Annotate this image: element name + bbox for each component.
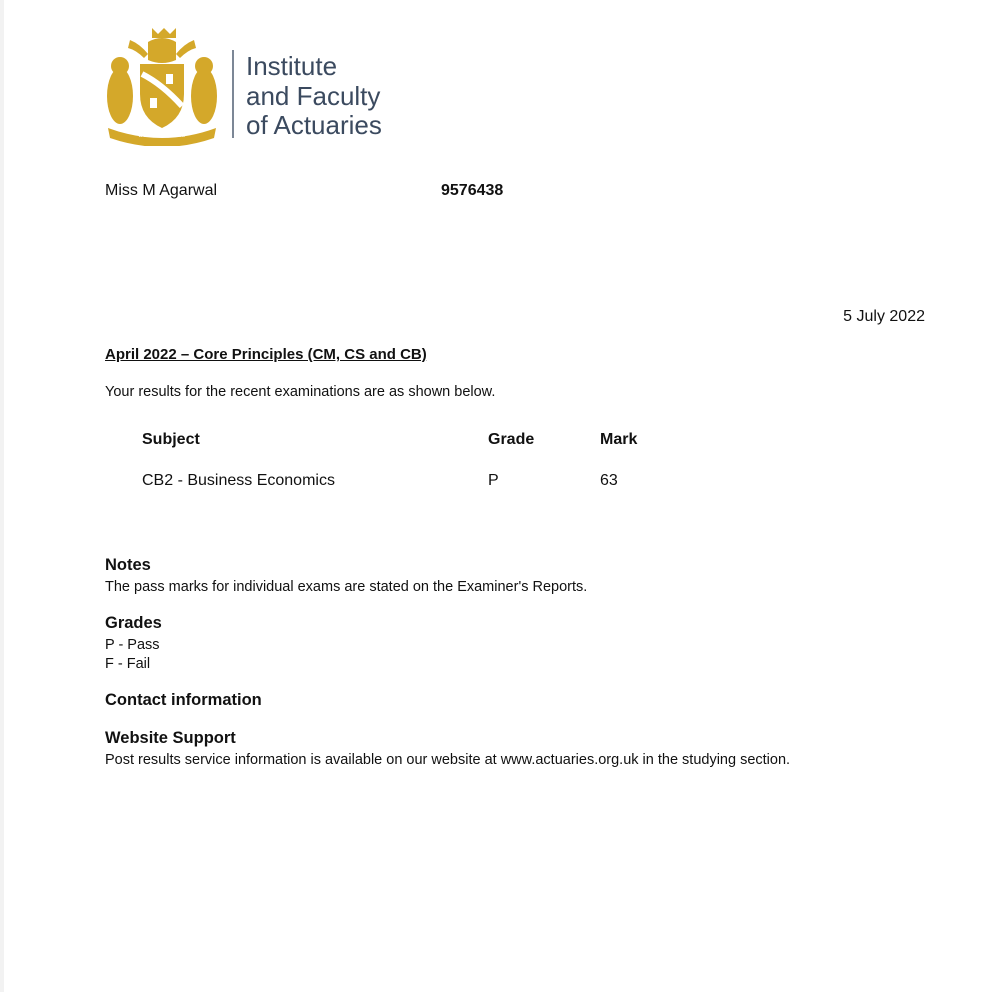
grades-heading: Grades <box>105 614 162 632</box>
recipient-name: Miss M Agarwal <box>105 182 218 199</box>
cell-grade: P <box>488 472 499 489</box>
iofa-crest-logo <box>104 24 220 146</box>
logo-divider <box>232 50 234 138</box>
contact-heading: Contact information <box>105 691 262 709</box>
column-header-grade: Grade <box>488 431 535 448</box>
grade-legend-item: F - Fail <box>105 656 151 672</box>
grade-legend-item: P - Pass <box>105 637 160 653</box>
candidate-id: 9576438 <box>441 182 504 199</box>
letter-heading: April 2022 – Core Principles (CM, CS and CB) <box>105 346 427 363</box>
cell-mark: 63 <box>600 472 618 489</box>
org-name-line: of Actuaries <box>246 110 382 140</box>
org-name-line: Institute <box>246 51 338 81</box>
letter-date: 5 July 2022 <box>843 308 925 325</box>
intro-text: Your results for the recent examinations are as shown below. <box>105 384 496 400</box>
website-support-text: Post results service information is available on our website at www.actuaries.org.uk in the studying section. <box>105 752 791 768</box>
cell-subject: CB2 - Business Economics <box>142 472 335 489</box>
org-name-line: and Faculty <box>246 80 381 111</box>
column-header-subject: Subject <box>142 431 200 448</box>
page-edge <box>0 0 4 992</box>
website-support-heading: Website Support <box>105 729 236 747</box>
org-name <box>246 52 382 141</box>
notes-text: The pass marks for individual exams are stated on the Examiner's Reports. <box>105 579 588 595</box>
crest-motto: E PERITIA RATIO <box>138 133 186 139</box>
column-header-mark: Mark <box>600 431 638 448</box>
notes-heading: Notes <box>105 556 151 574</box>
